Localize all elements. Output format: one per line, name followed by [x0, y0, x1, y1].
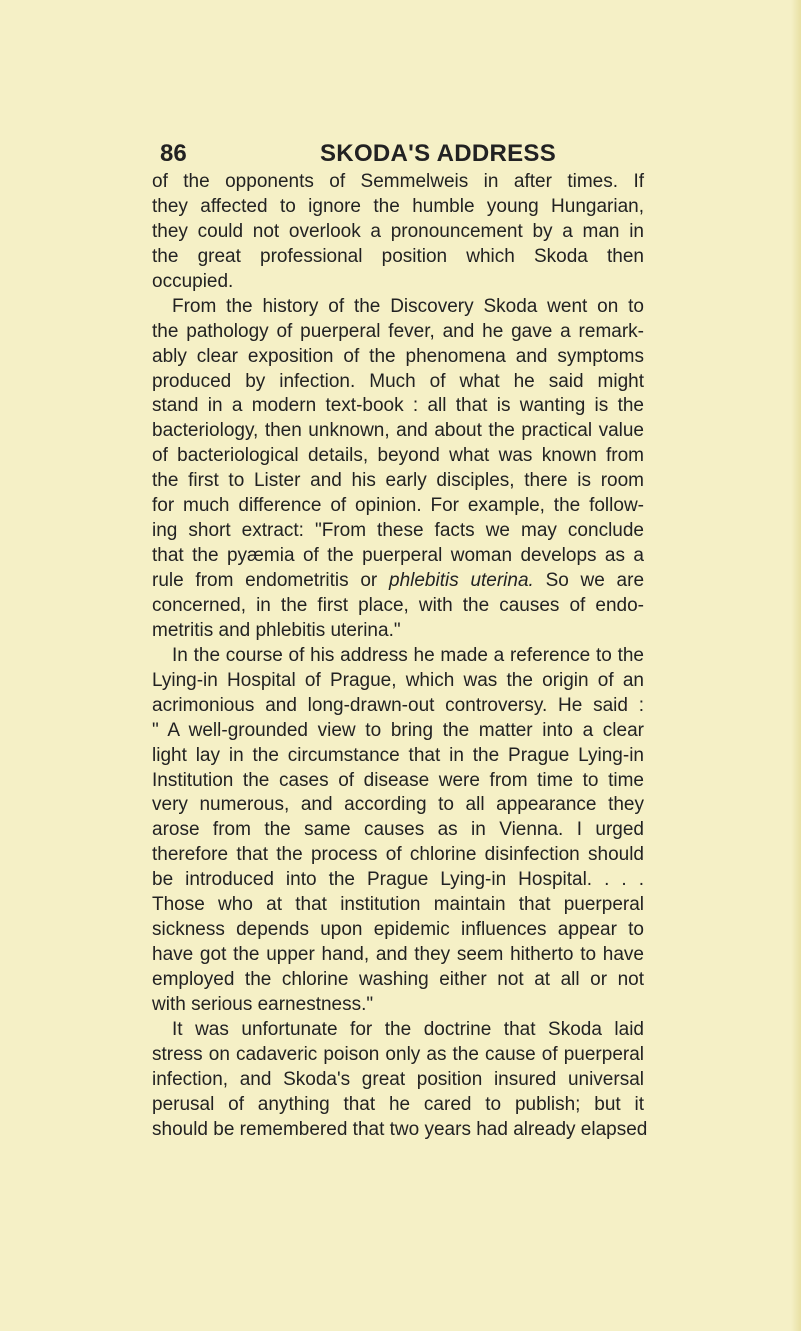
- text-line: metritis and phlebitis uterina.": [152, 619, 401, 641]
- text-line: acrimonious and long-drawn-out controversy. He said :: [152, 694, 644, 716]
- page-header: [160, 140, 640, 170]
- text-line: Lying-in Hospital of Prague, which was the origin of an: [152, 669, 644, 691]
- text-segment: rule from endometritis or: [152, 570, 378, 591]
- text-line: very numerous, and according to all appearance they: [152, 794, 644, 816]
- text-line: ably clear exposition of the phenomena and symptoms: [152, 345, 644, 367]
- text-line: From the history of the Discovery Skoda went on to: [172, 295, 644, 317]
- text-line: light lay in the circumstance that in the Prague Lying-in: [152, 744, 644, 766]
- page-number: 86: [160, 140, 187, 167]
- text-line: bacteriology, then unknown, and about the practical value: [152, 420, 644, 442]
- text-line: Institution the cases of disease were from time to time: [152, 769, 644, 791]
- text-line: In the course of his address he made a reference to the: [172, 644, 644, 666]
- text-line: with serious earnestness.": [152, 993, 374, 1015]
- text-line: stand in a modern text-book : all that is wanting is the: [152, 395, 644, 417]
- text-line: produced by infection. Much of what he said might: [152, 370, 644, 392]
- text-line: concerned, in the first place, with the causes of endo-: [152, 594, 644, 616]
- text-line: perusal of anything that he cared to publish; but it: [152, 1093, 644, 1115]
- text-line: the first to Lister and his early disciples, there is room: [152, 470, 644, 492]
- text-line: It was unfortunate for the doctrine that Skoda laid: [172, 1018, 644, 1040]
- text-line: they could not overlook a pronouncement by a man in: [152, 220, 644, 242]
- text-line: infection, and Skoda's great position insured universal: [152, 1068, 644, 1090]
- text-line: the pathology of puerperal fever, and he gave a remark-: [152, 320, 644, 342]
- text-line: they affected to ignore the humble young Hungarian,: [152, 195, 644, 217]
- text-line: be introduced into the Prague Lying-in Hospital. . . .: [152, 869, 644, 891]
- text-line: sickness depends upon epidemic influences appear to: [152, 919, 644, 941]
- text-line: for much difference of opinion. For example, the follow-: [152, 495, 644, 517]
- text-line: occupied.: [152, 270, 234, 292]
- text-line: of bacteriological details, beyond what was known from: [152, 445, 644, 467]
- running-head: SKODA'S ADDRESS: [320, 140, 557, 167]
- text-line: Those who at that institution maintain that puerperal: [152, 894, 644, 916]
- text-line: the great professional position which Skoda then: [152, 245, 644, 267]
- body-text: [152, 170, 648, 1143]
- page-edge-shadow: [791, 0, 801, 1331]
- italic-term: phlebitis uterina.: [389, 570, 534, 591]
- text-line: " A well-grounded view to bring the matter into a clear: [152, 719, 644, 741]
- text-line: should be remembered that two years had already elapsed: [152, 1118, 648, 1140]
- text-line: stress on cadaveric poison only as the cause of puerperal: [152, 1043, 644, 1065]
- text-line: that the pyæmia of the puerperal woman develops as a: [152, 545, 644, 567]
- text-line: therefore that the process of chlorine disinfection should: [152, 844, 644, 866]
- text-line: of the opponents of Semmelweis in after times. If: [152, 171, 644, 192]
- text-segment: So we are: [545, 570, 645, 591]
- text-line: have got the upper hand, and they seem hitherto to have: [152, 944, 644, 966]
- text-line: ing short extract: "From these facts we may conclude: [152, 520, 644, 542]
- text-line: employed the chlorine washing either not at all or not: [152, 969, 644, 990]
- text-line: arose from the same causes as in Vienna. I urged: [152, 819, 644, 841]
- text-line: [152, 569, 644, 594]
